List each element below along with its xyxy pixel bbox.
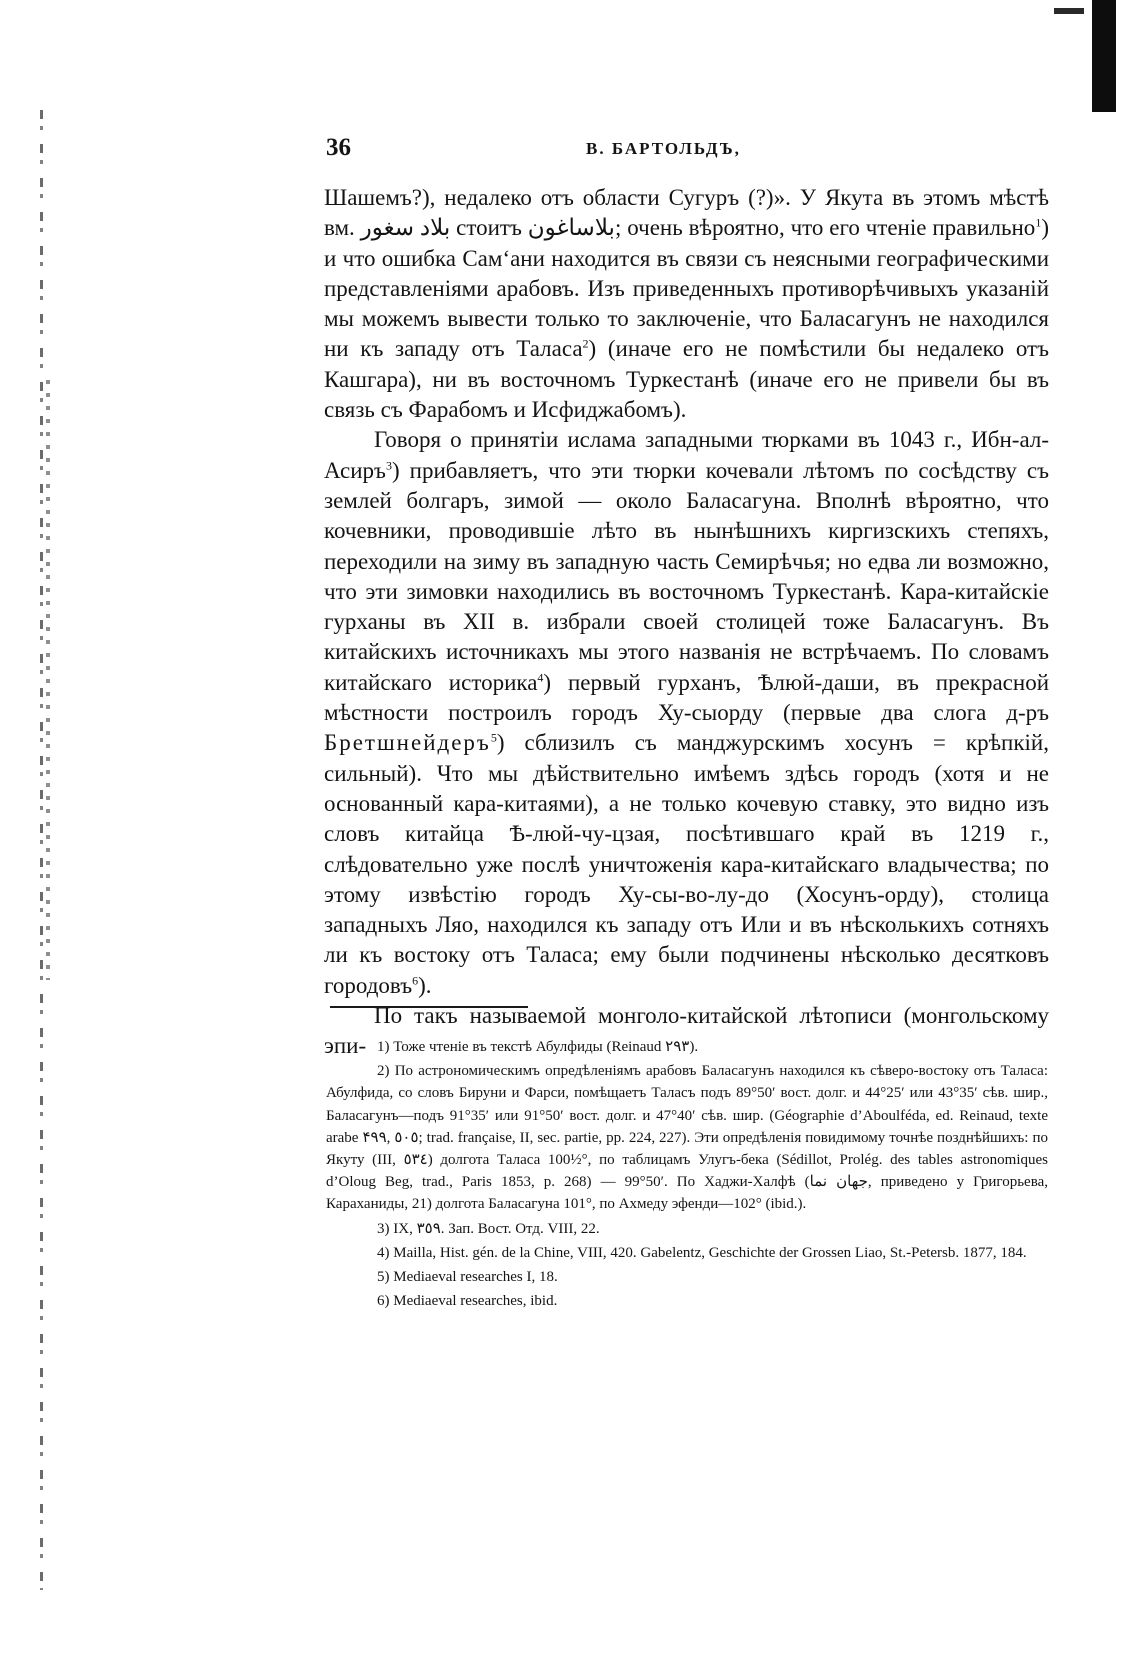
footnote-2: 2) По астрономическимъ опредѣленіямъ арабовъ Баласагунъ находился къ сѣверо-востоку отъ Таласа: Абулфида, со словъ Бируни и Фарси, помѣщаетъ Таласъ подъ 89°50′ вост. долг. и 44°25′ или 43°35′ сѣв. шир., Баласагунъ—подъ 91°35′ или 91°50′ вост. долг. и 47°40′ сѣв. шир. (Géographie d’Aboulféda, ed. Reinaud, texte arabe ۴۹۹, ٥٠٥; trad. française, II, sec. partie, pp. 224, 227). Эти опредѣленія повидимому точнѣе позднѣйшихъ: по Якуту (III, ٥٣٤) долгота Таласа 100½°, по таблицамъ Улугъ-бека (Sédillot, Prolég. des tables astronomiques d’Oloug Beg, trad., Paris 1853, p. 268) — 99°50′. По Хаджи-Халфѣ (جهان نما, приведено у Григорьева, Караханиды, 21) долгота Баласагуна 101°, по Ахмеду эфенди—102° (ibid.). xyxy=(326,1063,1049,1213)
footnote-divider xyxy=(330,1006,528,1008)
paragraph-2 xyxy=(324,425,1049,1001)
text-run: ; очень вѣроятно, что его чтеніе правильно xyxy=(614,215,1036,241)
footnote-1: 1) Тоже чтеніе въ текстѣ Абулфиды (Reinaud ۲۹۳). xyxy=(377,1039,699,1055)
scan-bar-artifact xyxy=(1092,0,1116,112)
text-run: стоитъ xyxy=(450,215,528,241)
scan-mark-artifact xyxy=(1054,8,1084,14)
footnote-5: 5) Mediaeval researches I, 18. xyxy=(377,1269,558,1286)
footnote-ref: 3 xyxy=(385,458,392,473)
running-head: В. БАРТОЛЬДЪ, xyxy=(586,139,741,158)
scan-edge-artifact xyxy=(46,380,50,980)
text-run: ) и что ошибка Сам‘ани находится въ связи съ неясными географическими представленіями арабовъ. Изъ приведенныхъ противорѣчивыхъ указаній мы можемъ вывести только то заключеніе, что Баласагунъ не находился ни къ западу отъ Таласа xyxy=(324,215,1049,362)
text-run: По такъ называемой монголо-китайской лѣтописи (монгольскому эпи- xyxy=(324,1003,1049,1059)
main-text xyxy=(324,183,1049,1062)
text-run: Говоря о принятіи ислама западными тюрками въ 1043 г., Ибн-ал-Асиръ xyxy=(324,427,1049,483)
footnote-ref: 6 xyxy=(412,973,419,988)
footnote-ref: 2 xyxy=(582,336,589,351)
footnote-3: 3) IX, ۳٥۹. Зап. Вост. Отд. VIII, 22. xyxy=(377,1220,600,1237)
text-run: ) сблизилъ съ манджурскимъ хосунъ = крѣпкій, сильный). Что мы дѣйствительно имѣемъ здѣсь городъ (хотя и не основанный кара-китаями), а не только кочевую ставку, это видно изъ словъ китайца Ѣ-люй-чу-цзая, посѣтившаго край въ 1219 г., слѣдовательно уже послѣ уничтоженія кара-китайскаго владычества; по этому извѣстію городъ Ху-сы-во-лу-до (Хосунъ-орду), столица западныхъ Ляо, находился къ западу отъ Или и въ нѣсколькихъ сотняхъ ли къ востоку отъ Таласа; ему были подчинены нѣсколько десятковъ городовъ xyxy=(324,730,1049,998)
page-number: 36 xyxy=(326,134,351,161)
text-run: ). xyxy=(418,972,432,998)
text-run: ) прибавляетъ, что эти тюрки кочевали лѣтомъ по сосѣдству съ землей болгаръ, зимой — около Баласагуна. Вполнѣ вѣроятно, что кочевники, проводившіе лѣто въ нынѣшнихъ киргизскихъ степяхъ, переходили на зиму въ западную часть Семирѣчья; но едва ли возможно, что эти зимовки находились въ восточномъ Туркестанѣ. Кара-китайскіе гурханы въ XII в. избрали своей столицей тоже Баласагунъ. Въ китайскихъ источникахъ мы этого названія не встрѣчаемъ. По словамъ китайскаго историка xyxy=(324,457,1049,695)
paragraph-1 xyxy=(324,183,1049,425)
text-run: ) первый гурханъ, Ѣлюй-даши, въ прекрасной мѣстности построилъ городъ Ху-сыорду (первые два слога д-ръ xyxy=(324,669,1050,726)
footnote-ref: 5 xyxy=(490,730,497,745)
arabic-term: بلاساغون xyxy=(527,215,615,241)
arabic-term: بلاد سغور xyxy=(360,215,451,241)
footnote-4: 4) Mailla, Hist. gén. de la Chine, VIII, 420. Gabelentz, Geschichte der Grossen Liao, St.-Petersb. 1877, 184. xyxy=(377,1244,1027,1261)
text-run: Шашемъ?), недалеко отъ области Сугуръ (?)». У Якута въ этомъ мѣстѣ вм. xyxy=(324,185,1049,241)
scan-edge-artifact xyxy=(40,110,43,1590)
footnote-6: 6) Mediaeval researches, ibid. xyxy=(377,1293,558,1310)
text-run: ) (иначе его не помѣстили бы недалеко отъ Кашгара), ни въ восточномъ Туркестанѣ (иначе его не привели бы въ связь съ Фарабомъ и Исфиджабомъ). xyxy=(324,336,1049,423)
author-name: Бретшнейдеръ xyxy=(324,730,491,756)
footnote-ref: 1 xyxy=(1035,215,1042,230)
footnote-ref: 4 xyxy=(537,670,544,685)
footnotes xyxy=(326,1036,1048,1314)
